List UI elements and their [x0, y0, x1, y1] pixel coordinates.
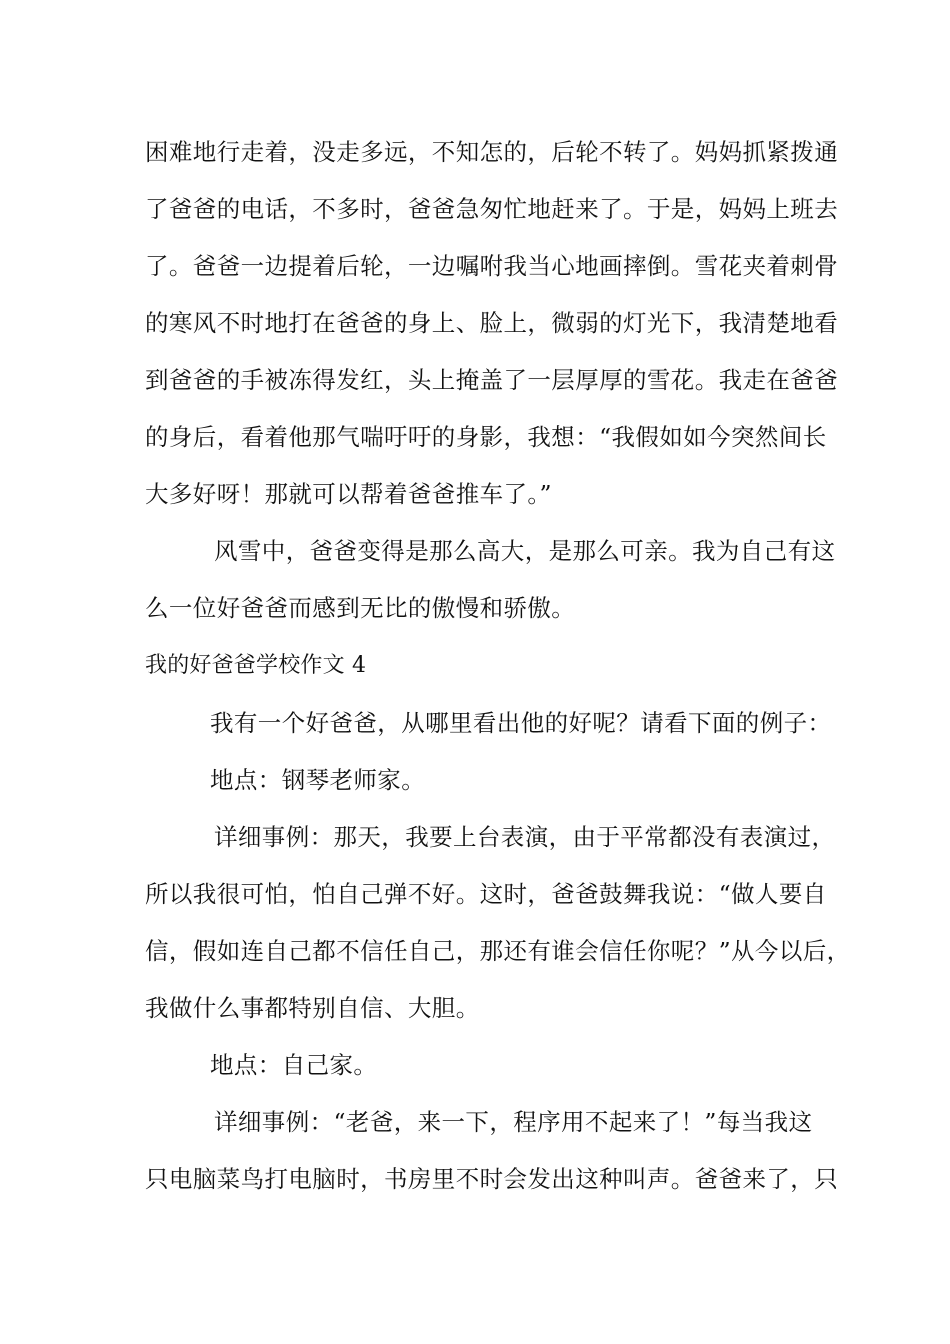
paragraph-line: 地点：自己家。: [210, 1051, 378, 1079]
paragraph-line: 我做什么事都特别自信、大胆。: [145, 994, 480, 1022]
paragraph-line: 信，假如连自己都不信任自己，那还有谁会信任你呢？”从今以后，: [145, 937, 851, 965]
paragraph-line: 的身后，看着他那气喘吁吁的身影，我想：“我假如如今突然间长: [145, 423, 827, 451]
paragraph-line: 我有一个好爸爸，从哪里看出他的好呢？请看下面的例子：: [210, 709, 832, 737]
paragraph-line: 详细事例：“老爸，来一下，程序用不起来了！”每当我这: [214, 1108, 813, 1136]
paragraph-line: 了爸爸的电话，不多时，爸爸急匆忙地赶来了。于是，妈妈上班去: [145, 195, 839, 223]
paragraph-line: 了。爸爸一边提着后轮，一边嘱咐我当心地画摔倒。雪花夹着刺骨: [145, 252, 839, 280]
paragraph-line: 么一位好爸爸而感到无比的傲慢和骄傲。: [145, 594, 576, 622]
paragraph-line: 风雪中，爸爸变得是那么高大，是那么可亲。我为自己有这: [214, 537, 836, 565]
paragraph-line: 地点：钢琴老师家。: [210, 766, 426, 794]
paragraph-line: 困难地行走着，没走多远，不知怎的，后轮不转了。妈妈抓紧拨通: [145, 138, 839, 166]
paragraph-line: 到爸爸的手被冻得发红，头上掩盖了一层厚厚的雪花。我走在爸爸: [145, 366, 839, 394]
paragraph-line: 大多好呀！那就可以帮着爸爸推车了。”: [145, 480, 552, 508]
paragraph-line: 详细事例：那天，我要上台表演，由于平常都没有表演过，: [214, 823, 836, 851]
paragraph-line: 所以我很可怕，怕自己弹不好。这时，爸爸鼓舞我说：“做人要自: [145, 880, 827, 908]
section-heading: 我的好爸爸学校作文 4: [145, 653, 367, 678]
paragraph-line: 只电脑菜鸟打电脑时，书房里不时会发出这种叫声。爸爸来了，只: [145, 1165, 839, 1193]
paragraph-line: 的寒风不时地打在爸爸的身上、脸上，微弱的灯光下，我清楚地看: [145, 309, 839, 337]
